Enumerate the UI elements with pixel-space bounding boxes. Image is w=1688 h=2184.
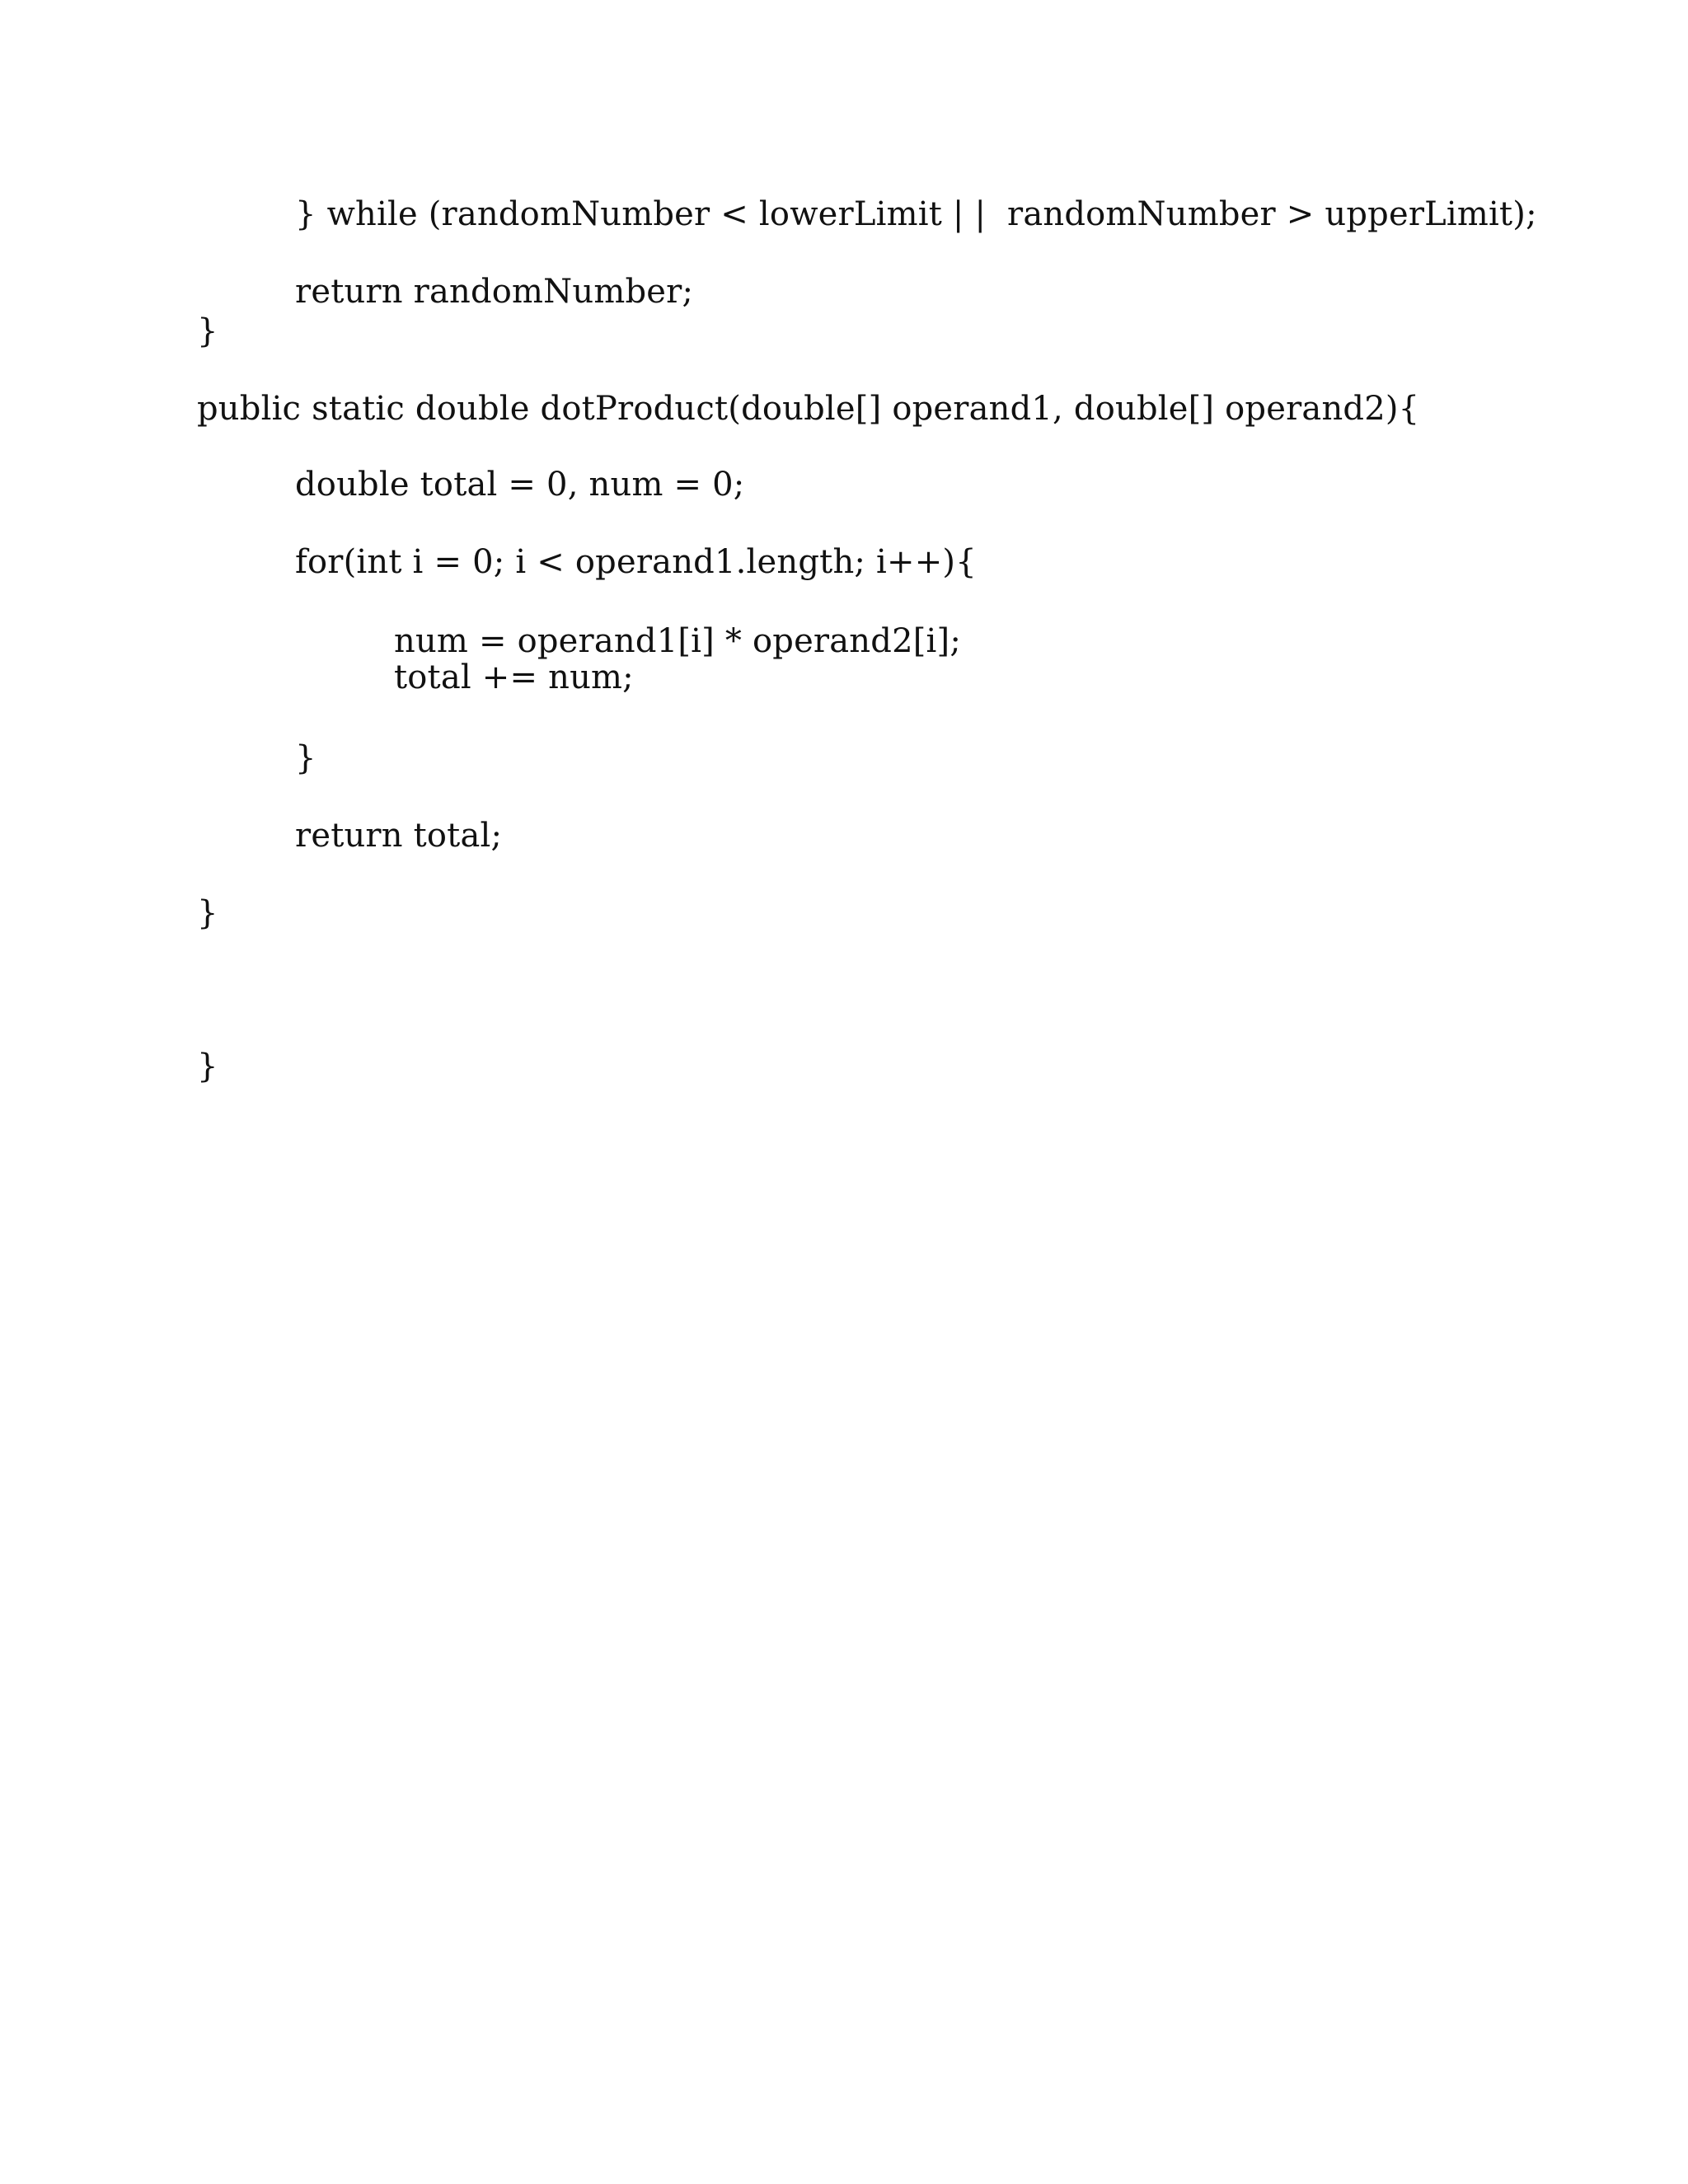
code-line-close-method: }	[197, 894, 218, 932]
code-line-while: } while (randomNumber < lowerLimit | | randomNumber > upperLimit);	[295, 195, 1537, 233]
code-line-close-brace: }	[197, 312, 218, 350]
code-line-return-random: return randomNumber;	[295, 273, 694, 311]
code-line-accumulate: total += num;	[394, 658, 634, 696]
code-line-return-total: return total;	[295, 817, 503, 855]
code-line-multiply: num = operand1[i] * operand2[i];	[394, 622, 962, 660]
code-line-close-class: }	[197, 1047, 218, 1085]
code-line-for-loop: for(int i = 0; i < operand1.length; i++){	[295, 543, 977, 581]
code-line-method-signature: public static double dotProduct(double[] operand1, double[] operand2){	[197, 390, 1420, 428]
code-line-close-loop: }	[295, 739, 316, 777]
code-line-declarations: double total = 0, num = 0;	[295, 466, 745, 504]
